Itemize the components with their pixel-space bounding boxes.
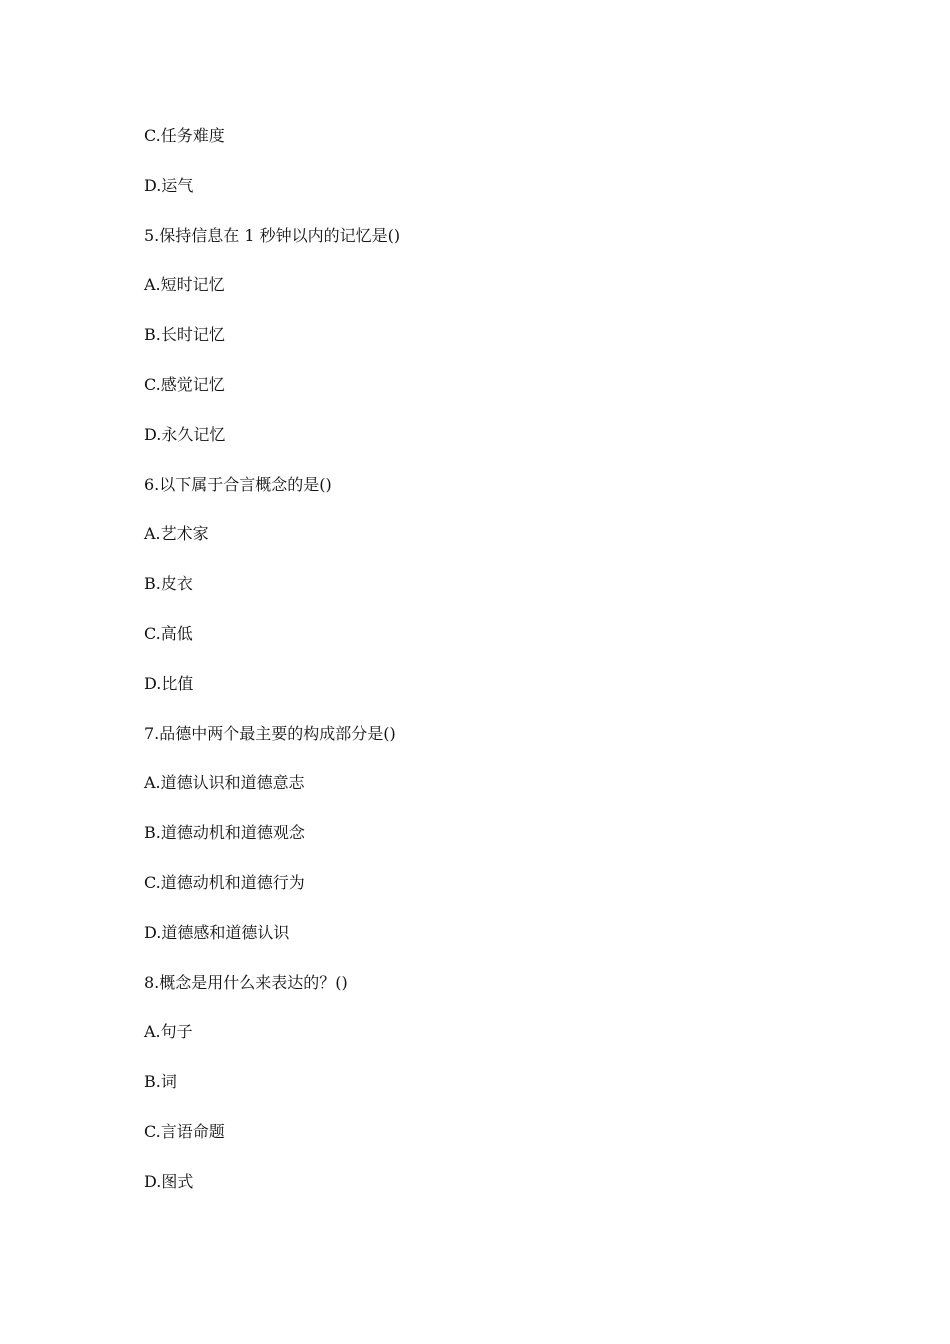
question-list xyxy=(144,124,400,1220)
question-6: 6.以下属于合言概念的是() xyxy=(144,474,332,494)
option-6a: A.艺术家 xyxy=(144,524,209,544)
option-4d: D.运气 xyxy=(144,175,194,195)
question-8: 8.概念是用什么来表达的？() xyxy=(144,972,348,992)
option-6b: B.皮衣 xyxy=(144,574,193,594)
option-5b: B.长时记忆 xyxy=(144,325,225,345)
option-8a: A.句子 xyxy=(144,1022,193,1042)
option-7d: D.道德感和道德认识 xyxy=(144,922,290,942)
option-5c: C.感觉记忆 xyxy=(144,374,225,394)
option-8b: B.词 xyxy=(144,1072,177,1092)
option-6d: D.比值 xyxy=(144,673,194,693)
option-4c: C.任务难度 xyxy=(144,126,225,145)
option-7c: C.道德动机和道德行为 xyxy=(144,872,305,892)
question-7: 7.品德中两个最主要的构成部分是() xyxy=(144,723,396,743)
option-8c: C.言语命题 xyxy=(144,1121,225,1141)
option-5a: A.短时记忆 xyxy=(144,275,225,295)
option-7b: B.道德动机和道德观念 xyxy=(144,823,305,843)
option-6c: C.高低 xyxy=(144,623,193,643)
question-5: 5.保持信息在 1 秒钟以内的记忆是() xyxy=(144,225,401,245)
option-7a: A.道德认识和道德意志 xyxy=(144,773,305,793)
option-5d: D.永久记忆 xyxy=(144,424,226,444)
option-8d: D.图式 xyxy=(144,1171,194,1191)
